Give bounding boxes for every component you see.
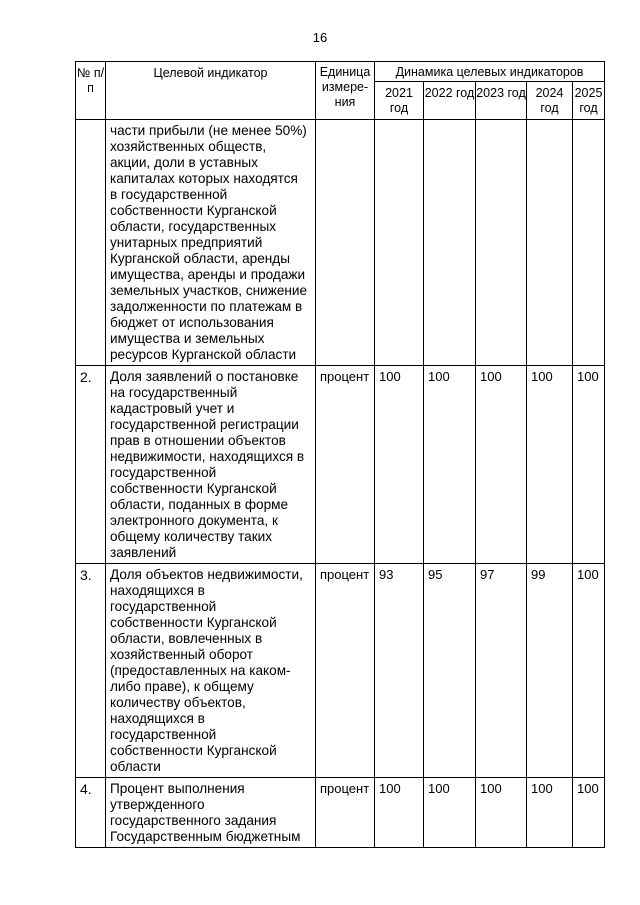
row-number: 4. — [76, 778, 106, 848]
year-value-cell: 100 — [527, 778, 573, 848]
header-year: 2023 год — [476, 82, 527, 120]
indicator-text-line: либо праве), к общему — [110, 679, 254, 694]
header-unit: Единица измере-ния — [316, 62, 375, 120]
year-value-cell — [573, 120, 605, 366]
indicator-text-line: имущества и земельных — [110, 331, 265, 346]
year-value-cell: 95 — [424, 564, 476, 778]
year-value-cell: 93 — [375, 564, 424, 778]
indicator-text-line: Процент выполнения — [110, 781, 245, 796]
unit-cell — [316, 120, 375, 366]
indicator-text-line: собственности Курганской — [110, 481, 277, 496]
year-value-cell: 100 — [573, 366, 605, 564]
indicator-text-line: государственной — [110, 727, 217, 742]
indicator-text-line: электронного документа, к — [110, 513, 278, 528]
indicator-text-line: государственной — [110, 465, 217, 480]
indicator-text-line: (предоставленных на каком- — [110, 663, 291, 678]
indicator-text-line: области, государственных — [110, 219, 277, 234]
year-value-cell — [527, 120, 573, 366]
header-year: 2025 год — [573, 82, 605, 120]
indicator-text-line: хозяйственный оборот — [110, 647, 253, 662]
indicator-text-line: хозяйственных обществ, — [110, 139, 267, 154]
header-year: 2024 год — [527, 82, 573, 120]
year-value-cell: 100 — [573, 778, 605, 848]
indicator-text-line: количеству объектов, — [110, 695, 246, 710]
year-value-cell: 100 — [527, 366, 573, 564]
table-row — [76, 120, 605, 366]
indicator-text-line: находящихся в — [110, 711, 205, 726]
year-value-cell: 99 — [527, 564, 573, 778]
year-value-cell: 100 — [476, 778, 527, 848]
table-row — [76, 778, 605, 848]
indicator-text-line: части прибыли (не менее 50%) — [110, 123, 307, 138]
indicator-text-line: собственности Курганской — [110, 203, 277, 218]
indicator-text-line: земельных участков, снижение — [110, 283, 308, 298]
year-value-cell: 97 — [476, 564, 527, 778]
table-row — [76, 366, 605, 564]
indicator-text-line: кадастровый учет и — [110, 401, 235, 416]
indicator-text-line: недвижимости, находящихся в — [110, 449, 305, 464]
year-value-cell: 100 — [424, 366, 476, 564]
unit-cell: процент — [316, 778, 375, 848]
indicator-text-line: унитарных предприятий — [110, 235, 263, 250]
indicator-text-line: области — [110, 759, 161, 774]
year-value-cell: 100 — [476, 366, 527, 564]
year-value-cell: 100 — [424, 778, 476, 848]
header-num: № п/п — [76, 62, 106, 120]
indicator-cell — [106, 366, 316, 564]
table-body — [76, 120, 605, 848]
indicator-text-line: на государственный — [110, 385, 238, 400]
unit-cell: процент — [316, 366, 375, 564]
unit-cell: процент — [316, 564, 375, 778]
indicator-text-line: бюджет от использования — [110, 315, 274, 330]
indicator-text-line: области, вовлеченных в — [110, 631, 263, 646]
indicator-text-line: собственности Курганской — [110, 615, 277, 630]
row-number: 3. — [76, 564, 106, 778]
indicator-cell — [106, 778, 316, 848]
indicator-cell — [106, 564, 316, 778]
row-number — [76, 120, 106, 366]
indicator-text-line: задолженности по платежам в — [110, 299, 303, 314]
indicator-text-line: общему количеству таких — [110, 529, 273, 544]
year-value-cell — [424, 120, 476, 366]
indicator-text-line: в государственной — [110, 187, 228, 202]
indicator-text-line: государственной — [110, 599, 217, 614]
indicator-text-line: государственного задания — [110, 813, 277, 828]
table-row — [76, 564, 605, 778]
indicator-text-line: Государственным бюджетным — [110, 829, 301, 844]
year-value-cell — [375, 120, 424, 366]
indicator-text-line: имущества, аренды и продажи — [110, 267, 306, 282]
indicator-text-line: области, поданных в форме — [110, 497, 289, 512]
indicator-text-line: ресурсов Курганской области — [110, 347, 297, 362]
year-value-cell: 100 — [375, 366, 424, 564]
year-value-cell: 100 — [375, 778, 424, 848]
indicator-text-line: государственной регистрации — [110, 417, 299, 432]
indicator-text-line: находящихся в — [110, 583, 205, 598]
indicator-cell — [106, 120, 316, 366]
indicator-text-line: Доля объектов недвижимости, — [110, 567, 303, 582]
header-dynamics: Динамика целевых индикаторов — [375, 62, 605, 82]
indicator-text-line: заявлений — [110, 545, 177, 560]
indicator-text-line: Доля заявлений о постановке — [110, 369, 299, 384]
year-value-cell: 100 — [573, 564, 605, 778]
header-indicator: Целевой индикатор — [106, 62, 316, 120]
indicator-text-line: Курганской области, аренды — [110, 251, 290, 266]
year-value-cell — [476, 120, 527, 366]
header-year: 2021 год — [375, 82, 424, 120]
indicator-text-line: утвержденного — [110, 797, 205, 812]
page-number: 16 — [312, 30, 328, 45]
indicator-text-line: прав в отношении объектов — [110, 433, 286, 448]
indicator-text-line: капиталах которых находятся — [110, 171, 298, 186]
row-number: 2. — [76, 366, 106, 564]
indicator-text-line: собственности Курганской — [110, 743, 277, 758]
header-year: 2022 год — [424, 82, 476, 120]
indicator-text-line: акции, доли в уставных — [110, 155, 258, 170]
target-indicators-table — [75, 61, 605, 848]
